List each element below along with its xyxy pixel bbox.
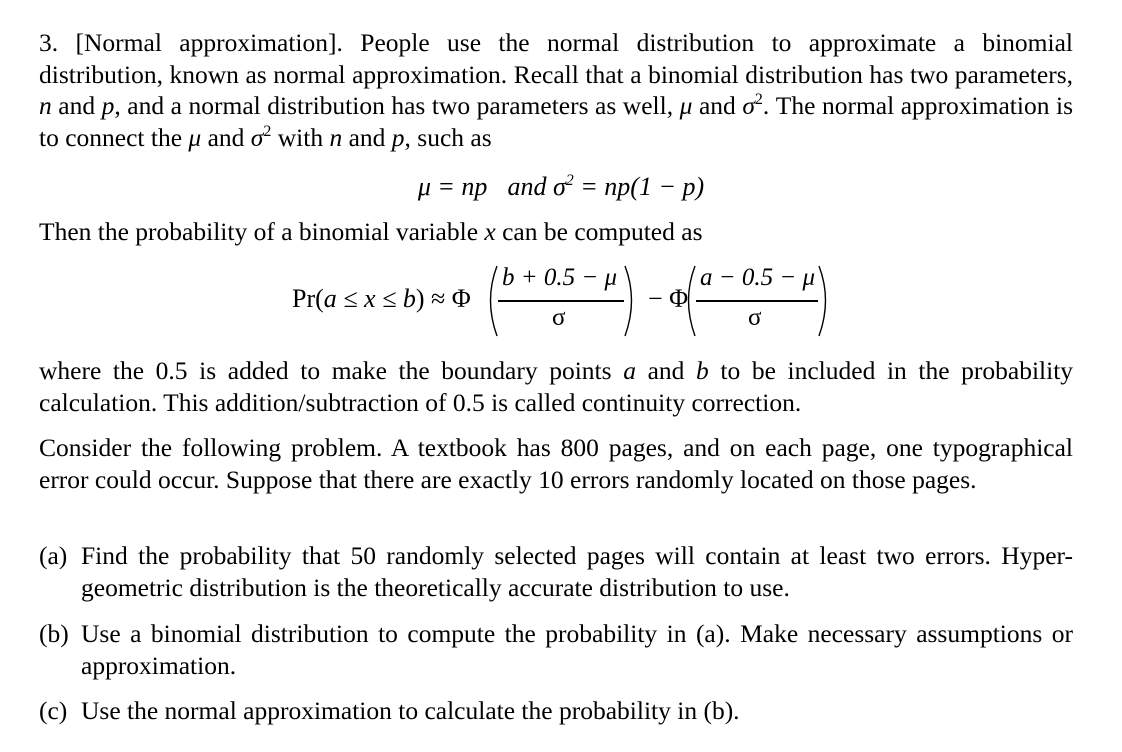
item-label: (a) (39, 541, 68, 570)
item-text: Use a binomial distribution to compute the probability in (a). Make necessary assumptions or approximation. (81, 619, 1073, 680)
problem-title: [Normal approximation]. (75, 28, 343, 57)
numerator-2: a − 0.5 − μ (700, 264, 816, 291)
question-item-c (39, 695, 1073, 727)
formula-mean-variance: μ = np and $\sigma^2 = np(1 - p)$ (417, 172, 705, 201)
numerator-1: b + 0.5 − μ (502, 264, 618, 291)
intro-paragraph: 3. [Normal approximation]. People use the normal distribution to approximate a binomial distribution, known as normal approximation. Recall that a binomial distribution has two parameters, n and p, and a normal distribution has two parameters as well, μ and $\sigma^2$. The normal approximation is to connect the μ and $\sigma^2$ with n and p, such as (39, 28, 1073, 152)
item-text: Use the normal approximation to calculate the probability in (b). (81, 696, 740, 725)
where-paragraph: where the 0.5 is added to make the boundary points a and b to be included in the probability calculation. This addition/subtraction of 0.5 is called continuity correction. (39, 356, 1074, 417)
big-parentheses (0, 262, 1122, 342)
problem-paragraph: Consider the following problem. A textbook has 800 pages, and on each page, one typographical error could occur. Suppose that there are exactly 10 errors randomly located on those pages. (39, 433, 1073, 494)
problem-number: 3. (39, 28, 59, 57)
question-item-a (39, 540, 1073, 603)
then-line: Then the probability of a binomial variable x can be computed as (39, 217, 703, 246)
denominator-2: σ (748, 304, 762, 331)
item-text: Find the probability that 50 randomly selected pages will contain at least two errors. Hyper-geometric distribution is the theoretically accurate distribution to use. (81, 541, 1073, 602)
item-label: (c) (39, 696, 68, 725)
formula-normal-approximation: Pr(a ≤ x ≤ b) ≈ Φ b + 0.5 − μ σ − Φ a − 0.5 − μ σ (0, 262, 1122, 342)
item-label: (b) (39, 619, 69, 648)
denominator-1: σ (552, 304, 566, 331)
question-item-b (39, 618, 1073, 681)
